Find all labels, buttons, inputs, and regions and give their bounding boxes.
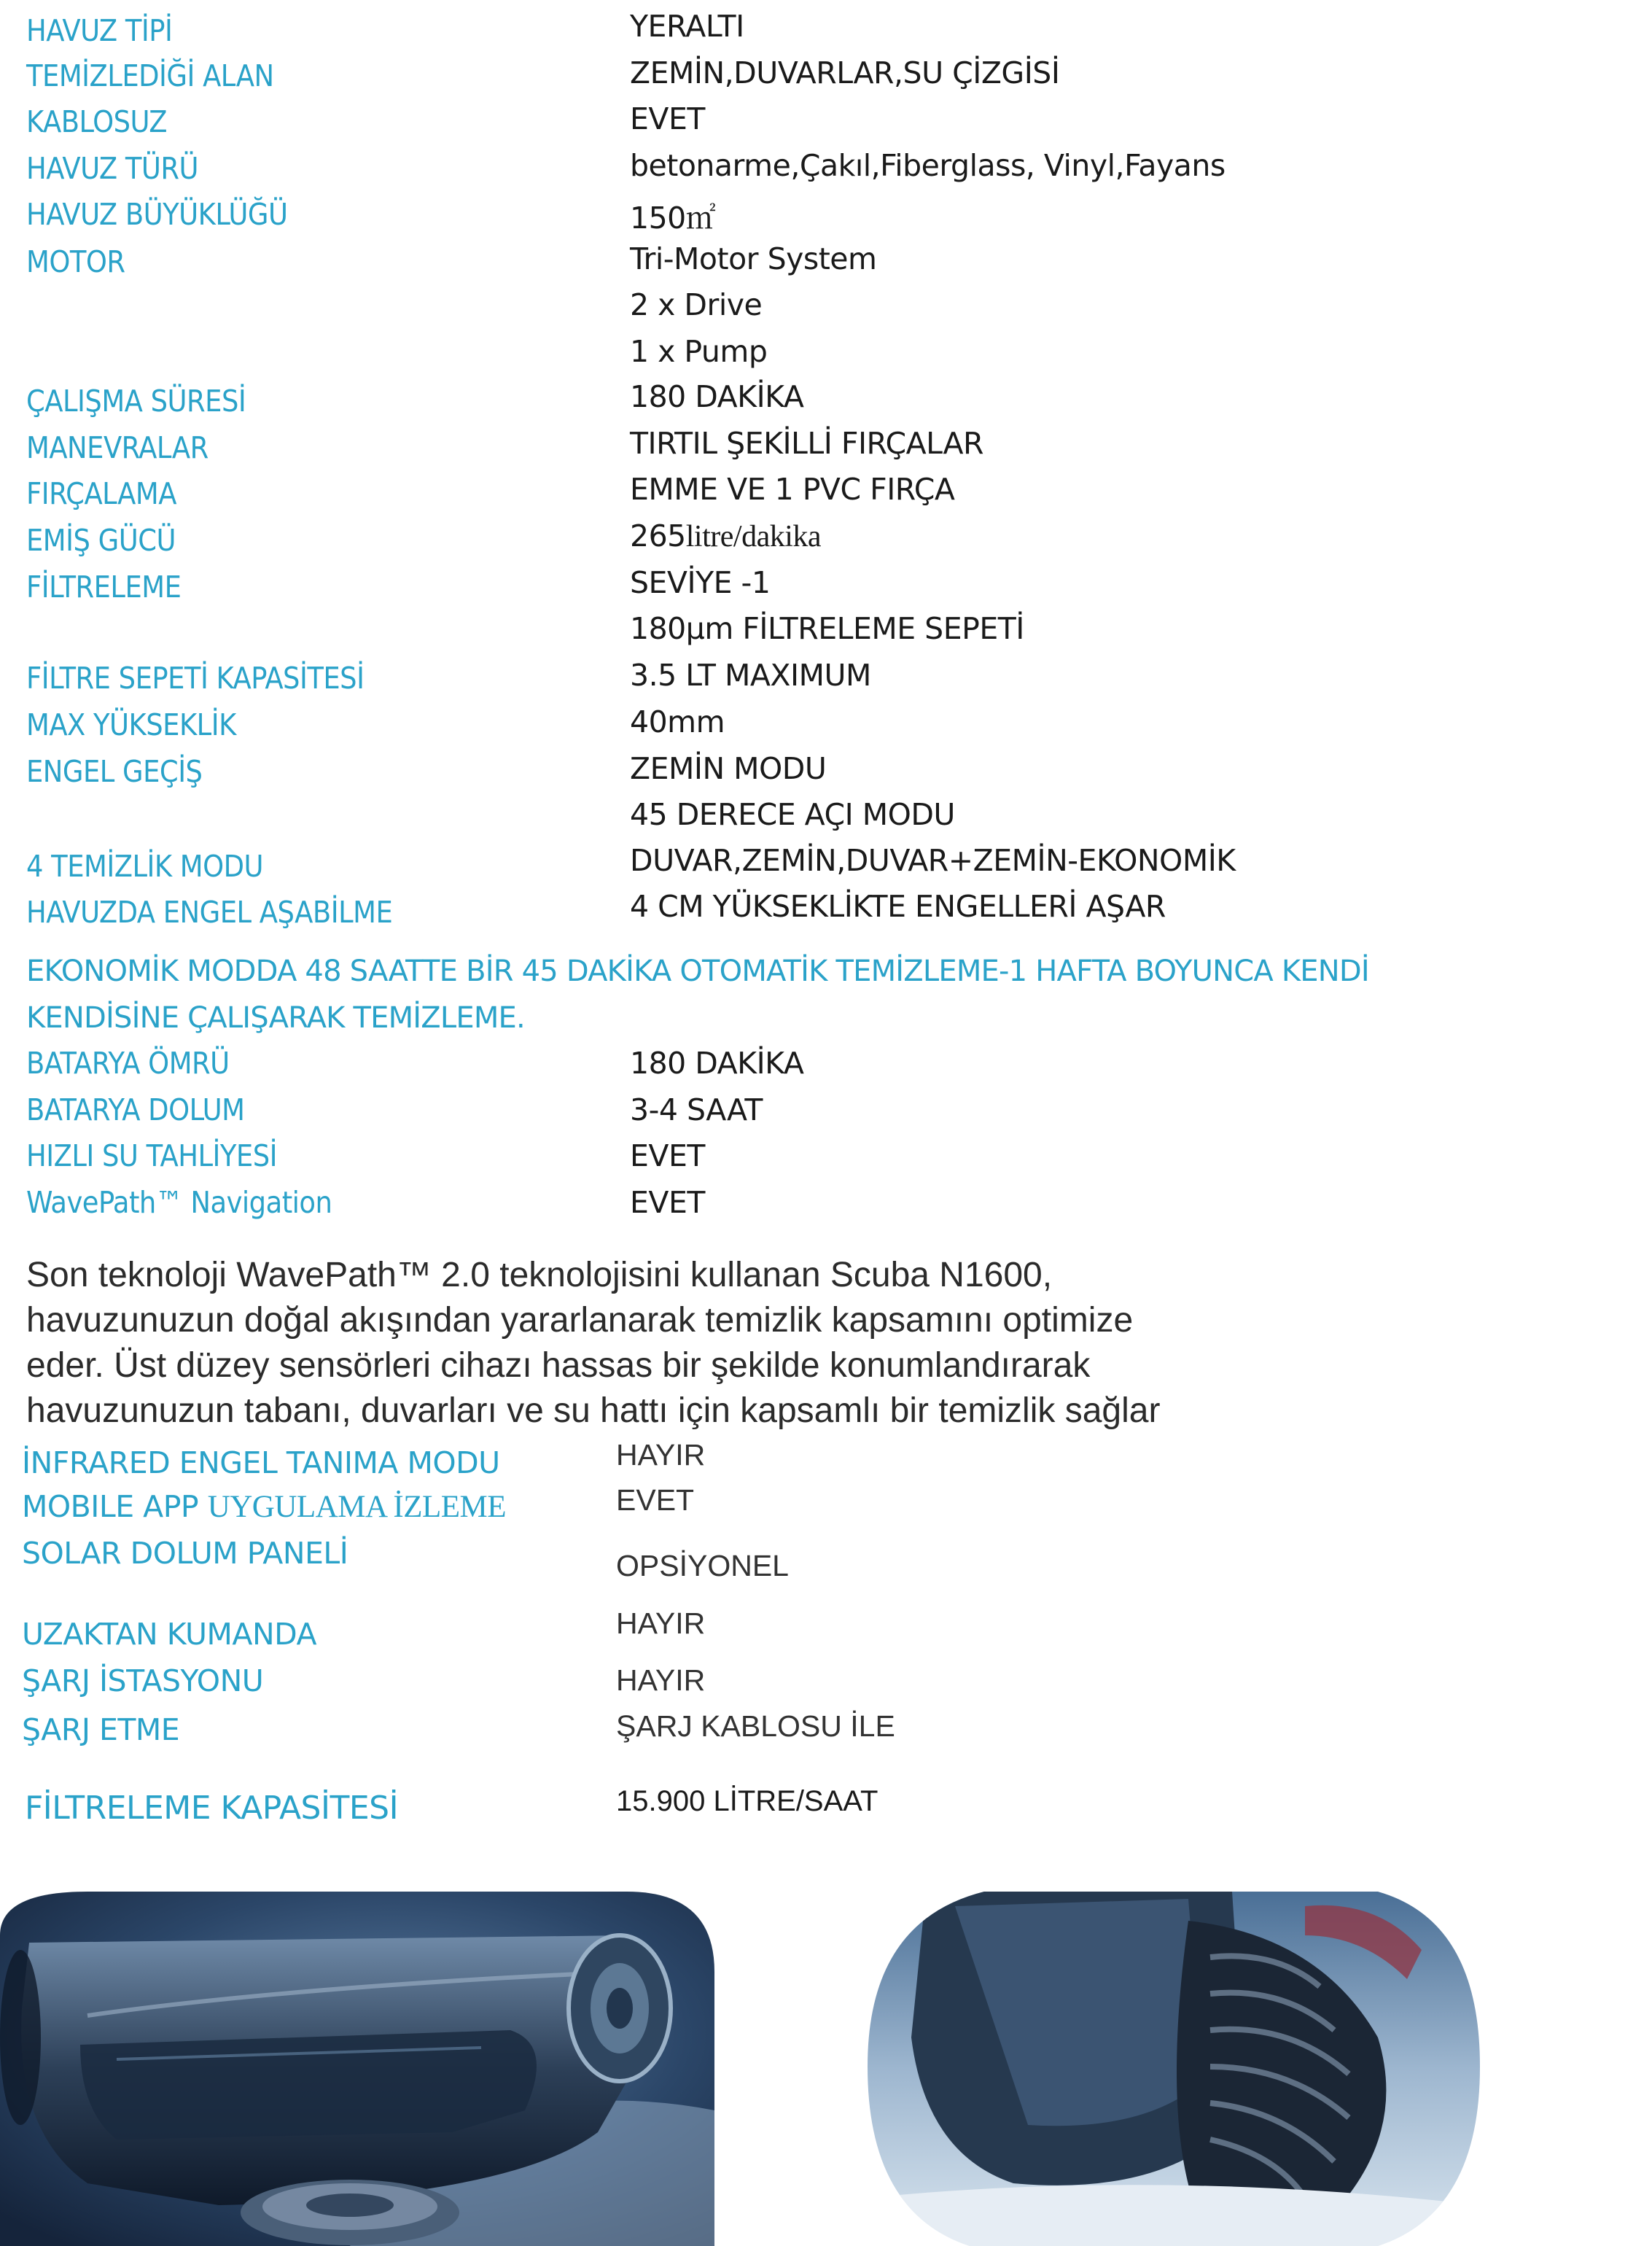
spec-value: 1 x Pump <box>630 334 768 369</box>
spec-value: 3-4 SAAT <box>630 1092 763 1127</box>
spec-label: ENGEL GEÇİŞ <box>26 754 203 789</box>
spec-label: BATARYA ÖMRÜ <box>26 1046 230 1081</box>
spec-value: HAYIR <box>616 1663 706 1697</box>
description-line: havuzunuzun tabanı, duvarları ve su hattı için kapsamlı bir temizlik sağlar <box>26 1391 1161 1430</box>
spec-label: FIRÇALAMA <box>26 476 176 511</box>
spec-label: İNFRARED ENGEL TANIMA MODU <box>22 1445 500 1480</box>
description-line: eder. Üst düzey sensörleri cihazı hassas bir şekilde konumlandırarak <box>26 1346 1091 1385</box>
spec-value: 180 DAKİKA <box>630 379 804 414</box>
spec-value: ZEMİN MODU <box>630 751 827 786</box>
spec-value: ZEMİN,DUVARLAR,SU ÇİZGİSİ <box>630 55 1060 90</box>
spec-value: 150㎡ <box>630 201 716 236</box>
description-line: Son teknoloji WavePath™ 2.0 teknolojisini kullanan Scuba N1600, <box>26 1256 1053 1294</box>
spec-label: MOTOR <box>26 244 125 279</box>
spec-label: HAVUZ TÜRÜ <box>26 151 198 186</box>
spec-label: HAVUZ TİPİ <box>26 13 173 48</box>
spec-value: EVET <box>630 1185 705 1220</box>
spec-value: betonarme,Çakıl,Fiberglass, Vinyl,Fayans <box>630 148 1226 183</box>
spec-value: DUVAR,ZEMİN,DUVAR+ZEMİN-EKONOMİK <box>630 843 1236 878</box>
spec-label: HAVUZ BÜYÜKLÜĞÜ <box>26 197 288 232</box>
spec-label: MANEVRALAR <box>26 430 209 465</box>
spec-value: 3.5 LT MAXIMUM <box>630 658 871 693</box>
spec-label: SOLAR DOLUM PANELİ <box>22 1536 348 1571</box>
spec-label: HIZLI SU TAHLİYESİ <box>26 1138 277 1173</box>
spec-label-part: UYGULAMA İZLEME <box>207 1490 507 1524</box>
spec-value: OPSİYONEL <box>616 1549 789 1582</box>
spec-value: HAYIR <box>616 1438 706 1472</box>
spec-value: EVET <box>616 1483 695 1517</box>
spec-label: 4 TEMİZLİK MODU <box>26 849 264 884</box>
spec-value: EVET <box>630 1138 705 1173</box>
spec-value: 2 x Drive <box>630 287 763 322</box>
spec-value: Tri-Motor System <box>630 241 877 276</box>
spec-label: ŞARJ İSTASYONU <box>22 1663 264 1698</box>
spec-label: EMİŞ GÜCÜ <box>26 523 176 558</box>
spec-label: FİLTRELEME <box>26 570 182 605</box>
spec-value: EMME VE 1 PVC FIRÇA <box>630 472 955 507</box>
spec-label: WavePath™ Navigation <box>26 1185 332 1220</box>
spec-label: HAVUZDA ENGEL AŞABİLME <box>26 895 393 930</box>
economy-note-line: EKONOMİK MODDA 48 SAATTE BİR 45 DAKİKA OTOMATİK TEMİZLEME-1 HAFTA BOYUNCA KENDİ <box>26 955 1369 988</box>
spec-label: UZAKTAN KUMANDA <box>22 1617 317 1652</box>
spec-label <box>22 1489 506 1525</box>
spec-value: HAYIR <box>616 1606 706 1640</box>
spec-label: ŞARJ ETME <box>22 1712 180 1747</box>
spec-value: ŞARJ KABLOSU İLE <box>616 1709 895 1743</box>
robot-body-illustration <box>0 1892 714 2246</box>
economy-note <box>26 948 1411 1041</box>
spec-label: KABLOSUZ <box>26 104 168 139</box>
product-description <box>26 1253 1280 1434</box>
spec-label: TEMİZLEDİĞİ ALAN <box>26 58 274 93</box>
spec-value: 180μm FİLTRELEME SEPETİ <box>630 611 1024 646</box>
spec-label: FİLTRE SEPETİ KAPASİTESİ <box>26 661 365 696</box>
product-photo-body <box>0 1892 714 2246</box>
economy-note-line: KENDİSİNE ÇALIŞARAK TEMİZLEME. <box>26 1001 525 1035</box>
spec-label: MAX YÜKSEKLİK <box>26 707 236 742</box>
spec-value: 4 CM YÜKSEKLİKTE ENGELLERİ AŞAR <box>630 889 1166 924</box>
spec-value: TIRTIL ŞEKİLLİ FIRÇALAR <box>630 426 983 461</box>
spec-label: BATARYA DOLUM <box>26 1092 245 1127</box>
robot-tracks-illustration <box>868 1892 1480 2246</box>
suction-number: 265 <box>630 518 686 553</box>
spec-label-part: MOBILE APP <box>22 1489 199 1524</box>
spec-value: 45 DERECE AÇI MODU <box>630 797 955 832</box>
description-line: havuzunuzun doğal akışından yararlanarak temizlik kapsamını optimize <box>26 1301 1134 1340</box>
spec-value: 15.900 LİTRE/SAAT <box>616 1785 878 1817</box>
product-photo-tracks <box>868 1892 1480 2246</box>
spec-value <box>630 518 821 554</box>
spec-value: EVET <box>630 101 705 136</box>
suction-unit: litre/dakika <box>685 520 822 553</box>
spec-label: ÇALIŞMA SÜRESİ <box>26 384 246 419</box>
spec-value: SEVİYE -1 <box>630 565 771 600</box>
spec-value: 180 DAKİKA <box>630 1046 804 1081</box>
spec-value: 40mm <box>630 704 725 739</box>
spec-value: YERALTI <box>630 9 744 44</box>
spec-label: FİLTRELEME KAPASİTESİ <box>25 1790 399 1827</box>
